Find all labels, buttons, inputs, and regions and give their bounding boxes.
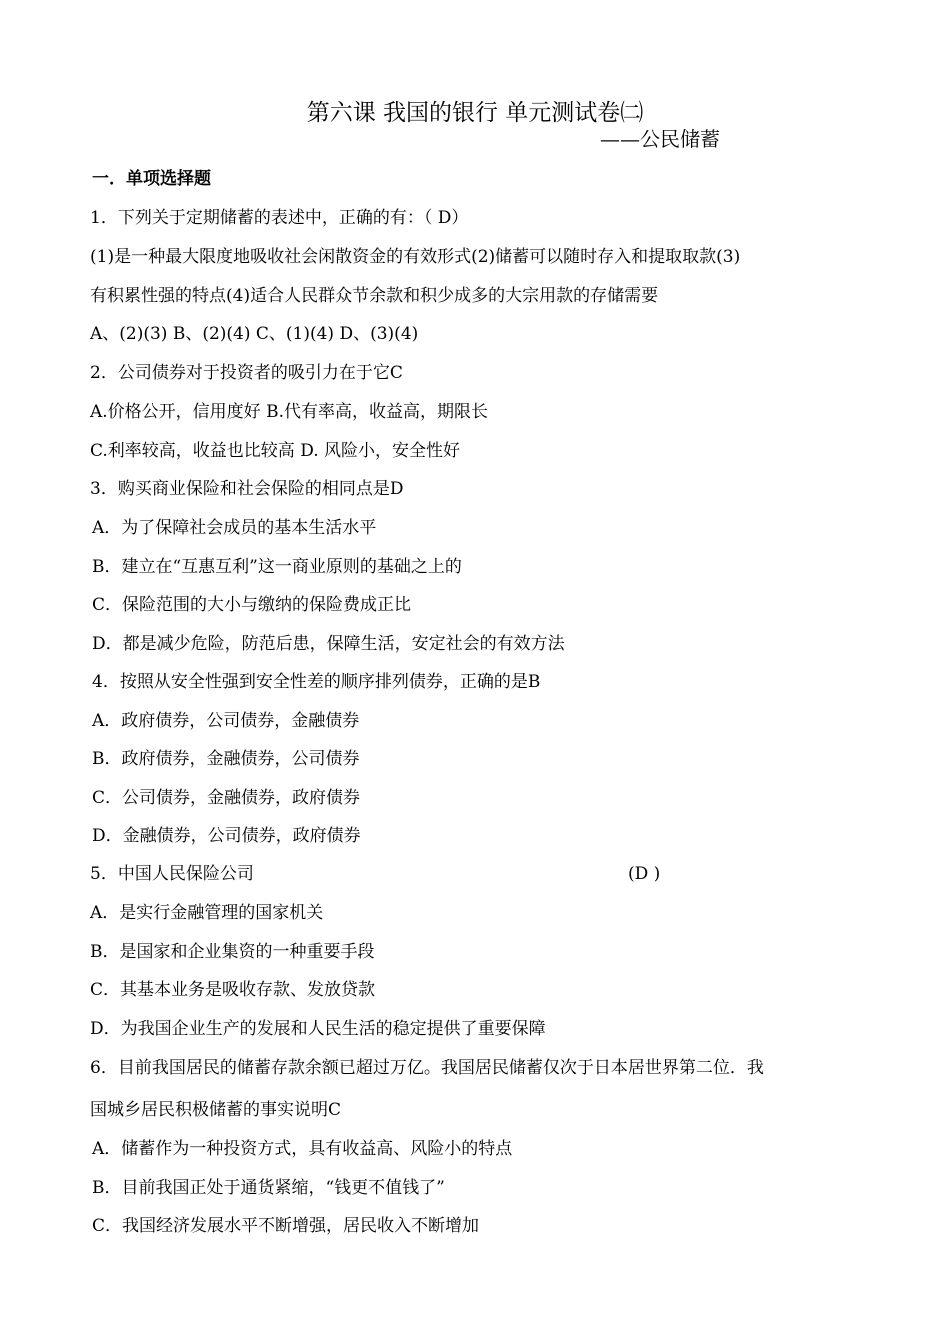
q6-option-c: C．我国经济发展水平不断增强，居民收入不断增加 <box>92 1216 480 1236</box>
q4-stem: 4．按照从安全性强到安全性差的顺序排列债券，正确的是B <box>92 672 541 692</box>
q1-statement-line-2: 有积累性强的特点(4)适合人民群众节余款和积少成多的大宗用款的存储需要 <box>90 286 659 306</box>
q3-option-c: C．保险范围的大小与缴纳的保险费成正比 <box>92 595 412 615</box>
q4-option-a: A．政府债券，公司债券，金融债券 <box>92 711 360 731</box>
q6-stem-line-2: 国城乡居民积极储蓄的事实说明C <box>90 1100 342 1120</box>
q5-answer: (D ) <box>628 864 661 884</box>
q4-option-b: B．政府债券，金融债券，公司债券 <box>92 749 360 769</box>
q4-option-d: D．金融债券，公司债券，政府债券 <box>92 826 361 846</box>
q1-stem: 1．下列关于定期储蓄的表述中，正确的有：（ D） <box>90 208 469 228</box>
q3-stem: 3．购买商业保险和社会保险的相同点是D <box>90 479 404 499</box>
q6-option-a: A．储蓄作为一种投资方式，具有收益高、风险小的特点 <box>92 1139 513 1159</box>
page-subtitle: ——公民储蓄 <box>600 127 720 151</box>
q5-stem: 5．中国人民保险公司 <box>90 864 254 884</box>
q2-stem: 2．公司债券对于投资者的吸引力在于它C <box>90 363 403 383</box>
q6-stem-line-1: 6．目前我国居民的储蓄存款余额已超过万亿。我国居民储蓄仅次于日本居世界第二位．我 <box>90 1058 764 1078</box>
section-heading: 一．单项选择题 <box>92 169 211 189</box>
q1-statement-line-1: (1)是一种最大限度地吸收社会闲散资金的有效形式(2)储蓄可以随时存入和提取取款(3) <box>90 247 741 267</box>
page-title: 第六课 我国的银行 单元测试卷㈡ <box>306 100 644 126</box>
q5-option-d: D．为我国企业生产的发展和人民生活的稳定提供了重要保障 <box>90 1019 546 1039</box>
q1-options: A、(2)(3) B、(2)(4) C、(1)(4) D、(3)(4) <box>90 324 419 344</box>
q4-option-c: C．公司债券，金融债券，政府债券 <box>92 788 361 808</box>
q5-option-c: C．其基本业务是吸收存款、发放贷款 <box>90 980 376 1000</box>
q3-option-a: A．为了保障社会成员的基本生活水平 <box>92 518 377 538</box>
q5-option-b: B．是国家和企业集资的一种重要手段 <box>90 942 375 962</box>
q5-option-a: A．是实行金融管理的国家机关 <box>90 903 324 923</box>
q2-options-cd: C.利率较高，收益也比较高 D. 风险小，安全性好 <box>90 441 461 461</box>
q6-option-b: B．目前我国正处于通货紧缩，“钱更不值钱了” <box>92 1178 445 1198</box>
q2-options-ab: A.价格公开，信用度好 B.代有率高，收益高，期限长 <box>90 402 488 422</box>
q3-option-b: B．建立在“互惠互利”这一商业原则的基础之上的 <box>92 557 462 577</box>
q3-option-d: D．都是减少危险，防范后患，保障生活，安定社会的有效方法 <box>92 634 565 654</box>
